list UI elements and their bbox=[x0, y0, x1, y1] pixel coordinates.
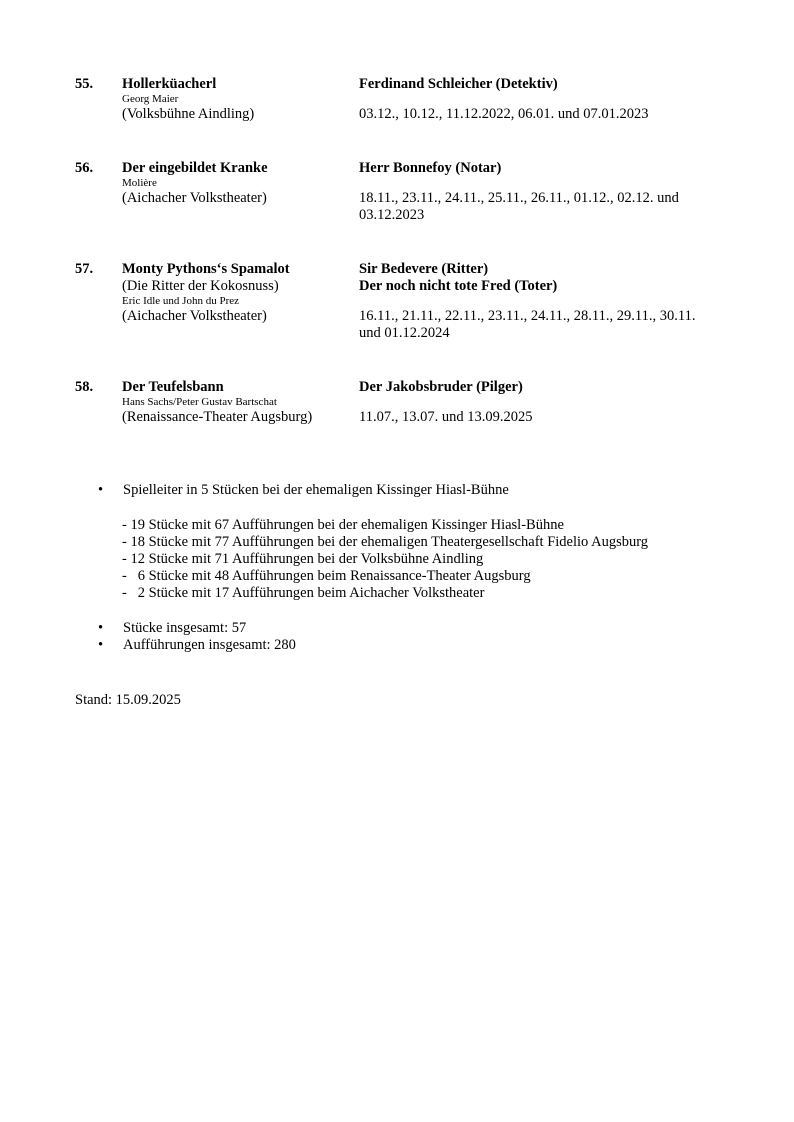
stats-line: - 19 Stücke mit 67 Aufführungen bei der ehemaligen Kissinger Hiasl-Bühne bbox=[122, 517, 564, 533]
entry-play-info bbox=[122, 379, 352, 426]
entry-role-info bbox=[359, 160, 719, 224]
stats-line: - 18 Stücke mit 77 Aufführungen bei der ehemaligen Theatergesellschaft Fidelio Augsburg bbox=[122, 534, 649, 550]
play-venue: (Aichacher Volkstheater) bbox=[122, 308, 267, 324]
entry-number: 57. bbox=[75, 261, 94, 277]
performance-dates: 03.12., 10.12., 11.12.2022, 06.01. und 07.01.2023 bbox=[359, 106, 649, 122]
entry-number: 56. bbox=[75, 160, 94, 176]
director-note: Spielleiter in 5 Stücken bei der ehemaligen Kissinger Hiasl-Bühne bbox=[123, 482, 509, 498]
stats-line: - 2 Stücke mit 17 Aufführungen beim Aichacher Volkstheater bbox=[122, 585, 485, 601]
play-title: Der Teufelsbann bbox=[122, 379, 224, 395]
play-title: Monty Pythons‘s Spamalot bbox=[122, 261, 290, 277]
role: Der noch nicht tote Fred (Toter) bbox=[359, 278, 558, 294]
entry-number: 55. bbox=[75, 76, 94, 92]
bullet-icon: • bbox=[98, 620, 104, 636]
entry-play-info bbox=[122, 76, 352, 123]
entry-play-info bbox=[122, 261, 352, 325]
play-title: Hollerküacherl bbox=[122, 76, 217, 92]
entry-role-info bbox=[359, 76, 719, 123]
bullet-icon: • bbox=[98, 637, 104, 653]
role: Herr Bonnefoy (Notar) bbox=[359, 160, 502, 176]
total-plays: Stücke insgesamt: 57 bbox=[123, 620, 247, 636]
entry-role-info bbox=[359, 379, 719, 426]
stand-date: Stand: 15.09.2025 bbox=[75, 692, 181, 708]
play-venue: (Renaissance-Theater Augsburg) bbox=[122, 409, 313, 425]
role: Sir Bedevere (Ritter) bbox=[359, 261, 489, 277]
stats-list bbox=[122, 517, 648, 602]
entry-number: 58. bbox=[75, 379, 94, 395]
play-subtitle: (Die Ritter der Kokosnuss) bbox=[122, 278, 279, 294]
play-author: Molière bbox=[122, 177, 157, 189]
play-venue: (Volksbühne Aindling) bbox=[122, 106, 255, 122]
role: Ferdinand Schleicher (Detektiv) bbox=[359, 76, 558, 92]
performance-dates: 16.11., 21.11., 22.11., 23.11., 24.11., 28.11., 29.11., 30.11. und 01.12.2024 bbox=[359, 308, 696, 341]
entry-play-info bbox=[122, 160, 352, 207]
play-title: Der eingebildet Kranke bbox=[122, 160, 268, 176]
performance-dates: 11.07., 13.07. und 13.09.2025 bbox=[359, 409, 533, 425]
performance-dates: 18.11., 23.11., 24.11., 25.11., 26.11., 01.12., 02.12. und 03.12.2023 bbox=[359, 190, 679, 223]
bullet-icon: • bbox=[98, 482, 104, 498]
stats-line: - 6 Stücke mit 48 Aufführungen beim Renaissance-Theater Augsburg bbox=[122, 568, 531, 584]
role: Der Jakobsbruder (Pilger) bbox=[359, 379, 523, 395]
play-venue: (Aichacher Volkstheater) bbox=[122, 190, 267, 206]
stats-line: - 12 Stücke mit 71 Aufführungen bei der Volksbühne Aindling bbox=[122, 551, 484, 567]
play-author: Eric Idle und John du Prez bbox=[122, 295, 239, 307]
play-author: Georg Maier bbox=[122, 93, 179, 105]
play-author: Hans Sachs/Peter Gustav Bartschat bbox=[122, 396, 277, 408]
total-performances: Aufführungen insgesamt: 280 bbox=[123, 637, 296, 653]
entry-role-info bbox=[359, 261, 719, 342]
